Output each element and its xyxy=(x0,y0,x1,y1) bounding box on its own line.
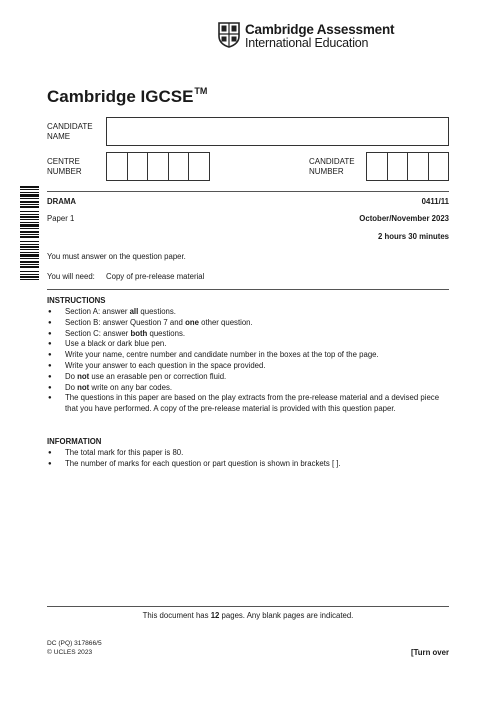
information-item: ● The number of marks for each question or part question is shown in brackets [ ]. xyxy=(47,459,452,470)
centre-number-label: CENTRE NUMBER xyxy=(47,157,82,176)
you-will-need-label: You will need: xyxy=(47,272,95,281)
candidate-name-label: CANDIDATE NAME xyxy=(47,122,93,141)
paper-code: 0411/11 xyxy=(421,197,449,206)
candidate-number-cell[interactable] xyxy=(387,153,408,180)
instruction-item: ● Use a black or dark blue pen. xyxy=(47,339,452,350)
instructions-list xyxy=(47,307,452,415)
shield-icon xyxy=(218,22,240,48)
exam-duration: 2 hours 30 minutes xyxy=(377,232,449,241)
instruction-item: ● Section A: answer all questions. xyxy=(47,307,452,318)
turn-over-note: [Turn over xyxy=(411,648,449,657)
exam-session: October/November 2023 xyxy=(359,214,449,223)
page-count-post: pages. Any blank pages are indicated. xyxy=(219,611,354,620)
you-will-need-value: Copy of pre-release material xyxy=(106,272,205,281)
trademark-mark: TM xyxy=(194,86,208,96)
divider-top xyxy=(47,191,449,192)
logo-line2: International Education xyxy=(245,36,369,50)
information-list xyxy=(47,448,452,470)
instructions-heading: INSTRUCTIONS xyxy=(47,296,106,305)
instruction-item: ● The questions in this paper are based on the play extracts from the pre-release material and a devised piece that you have performed. A copy of the pre-release material is provided with this question paper. xyxy=(47,393,452,415)
barcode xyxy=(17,186,39,282)
information-item: ● The total mark for this paper is 80. xyxy=(47,448,452,459)
logo-line1: Cambridge Assessment xyxy=(245,22,395,37)
candidate-number-cell[interactable] xyxy=(367,153,387,180)
subject-name: DRAMA xyxy=(47,197,77,206)
centre-number-cell[interactable] xyxy=(147,153,168,180)
copyright-notice: © UCLES 2023 xyxy=(47,649,93,656)
candidate-number-label: CANDIDATE NUMBER xyxy=(309,157,355,176)
page-count-pre: This document has xyxy=(142,611,211,620)
instruction-item: ● Write your name, centre number and candidate number in the boxes at the top of the page. xyxy=(47,350,452,361)
cambridge-logo xyxy=(218,22,395,50)
title-text: Cambridge IGCSE xyxy=(47,87,194,106)
instruction-item: ● Section C: answer both questions. xyxy=(47,329,452,340)
paper-number: Paper 1 xyxy=(47,214,75,223)
page-count-note xyxy=(47,611,449,620)
candidate-name-box[interactable] xyxy=(106,117,449,146)
candidate-number-cell[interactable] xyxy=(428,153,449,180)
divider-footer xyxy=(47,606,449,607)
page-title xyxy=(47,86,207,107)
centre-number-cell[interactable] xyxy=(127,153,148,180)
answer-instruction: You must answer on the question paper. xyxy=(47,252,186,261)
document-reference: DC (PQ) 317866/5 xyxy=(47,640,102,647)
centre-number-cell[interactable] xyxy=(107,153,127,180)
instruction-item: ● Section B: answer Question 7 and one other question. xyxy=(47,318,452,329)
page-count-number: 12 xyxy=(210,611,220,620)
candidate-number-cell[interactable] xyxy=(407,153,428,180)
information-heading: INFORMATION xyxy=(47,437,102,446)
centre-number-cell[interactable] xyxy=(168,153,189,180)
candidate-number-boxes[interactable] xyxy=(366,152,449,181)
instruction-item: ● Write your answer to each question in the space provided. xyxy=(47,361,452,372)
instruction-item: ● Do not use an erasable pen or correction fluid. xyxy=(47,372,452,383)
centre-number-boxes[interactable] xyxy=(106,152,210,181)
instruction-item: ● Do not write on any bar codes. xyxy=(47,383,452,394)
centre-number-cell[interactable] xyxy=(188,153,209,180)
divider-middle xyxy=(47,289,449,290)
